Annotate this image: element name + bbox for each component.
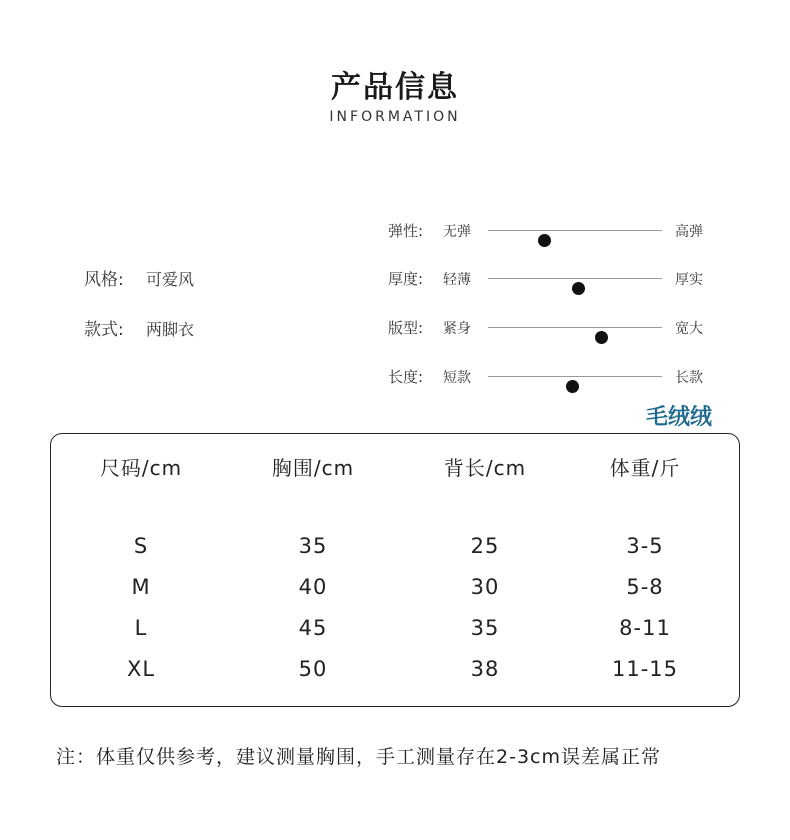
attribute-value: 可爱风 — [146, 270, 195, 289]
table-header-cell: 背长/cm — [443, 456, 527, 480]
table-cell: XL — [126, 657, 156, 681]
attribute-value: 两脚衣 — [146, 320, 195, 339]
table-row — [51, 616, 739, 646]
scale-thickness — [388, 268, 718, 288]
table-cell: 35 — [470, 616, 500, 640]
page-title: 产品信息 — [331, 70, 459, 105]
table-cell: 3-5 — [626, 534, 664, 558]
table-row — [51, 575, 739, 605]
table-cell: L — [134, 616, 148, 640]
table-header-cell: 胸围/cm — [271, 456, 355, 480]
material-label: 毛绒绒 — [645, 405, 712, 430]
table-cell: 25 — [470, 534, 500, 558]
scale-high: 高弹 — [675, 224, 703, 240]
scale-length — [388, 366, 718, 386]
table-cell: S — [133, 534, 149, 558]
scale-marker — [572, 282, 585, 295]
scale-label: 弹性: — [388, 222, 424, 240]
table-cell: 5-8 — [626, 575, 664, 599]
attribute-key: 款式: — [84, 320, 124, 340]
scale-high: 长款 — [675, 370, 703, 386]
table-row — [51, 534, 739, 564]
scale-low: 轻薄 — [443, 272, 471, 288]
scale-low: 紧身 — [443, 321, 471, 337]
size-table — [50, 433, 740, 707]
scale-low: 无弹 — [443, 224, 471, 240]
table-header-cell: 体重/斤 — [609, 456, 681, 480]
scale-high: 宽大 — [675, 321, 703, 337]
table-cell: 38 — [470, 657, 500, 681]
table-cell: 8-11 — [619, 616, 671, 640]
table-cell: M — [131, 575, 151, 599]
scale-label: 厚度: — [388, 270, 424, 288]
table-cell: 30 — [470, 575, 500, 599]
table-cell: 45 — [298, 616, 328, 640]
scale-track — [488, 376, 662, 377]
scale-track — [488, 278, 662, 279]
scale-marker — [595, 331, 608, 344]
scale-marker — [566, 380, 579, 393]
table-cell: 11-15 — [611, 657, 679, 681]
scale-high: 厚实 — [675, 272, 703, 288]
table-header-cell: 尺码/cm — [99, 456, 183, 480]
scale-track — [488, 230, 662, 231]
attribute-type — [84, 315, 194, 340]
scale-low: 短款 — [443, 370, 471, 386]
footnote: 注：体重仅供参考，建议测量胸围，手工测量存在2-3cm误差属正常 — [56, 746, 661, 768]
table-cell: 35 — [298, 534, 328, 558]
table-cell: 50 — [298, 657, 328, 681]
page-subtitle: INFORMATION — [329, 109, 461, 125]
scale-track — [488, 327, 662, 328]
scale-elasticity — [388, 220, 718, 240]
table-cell: 40 — [298, 575, 328, 599]
table-header-row — [51, 452, 739, 482]
attribute-style — [84, 265, 194, 290]
scale-marker — [538, 234, 551, 247]
table-row — [51, 657, 739, 687]
attribute-key: 风格: — [84, 270, 124, 290]
scale-fit — [388, 317, 718, 337]
scale-label: 长度: — [388, 368, 424, 386]
scale-label: 版型: — [388, 319, 424, 337]
